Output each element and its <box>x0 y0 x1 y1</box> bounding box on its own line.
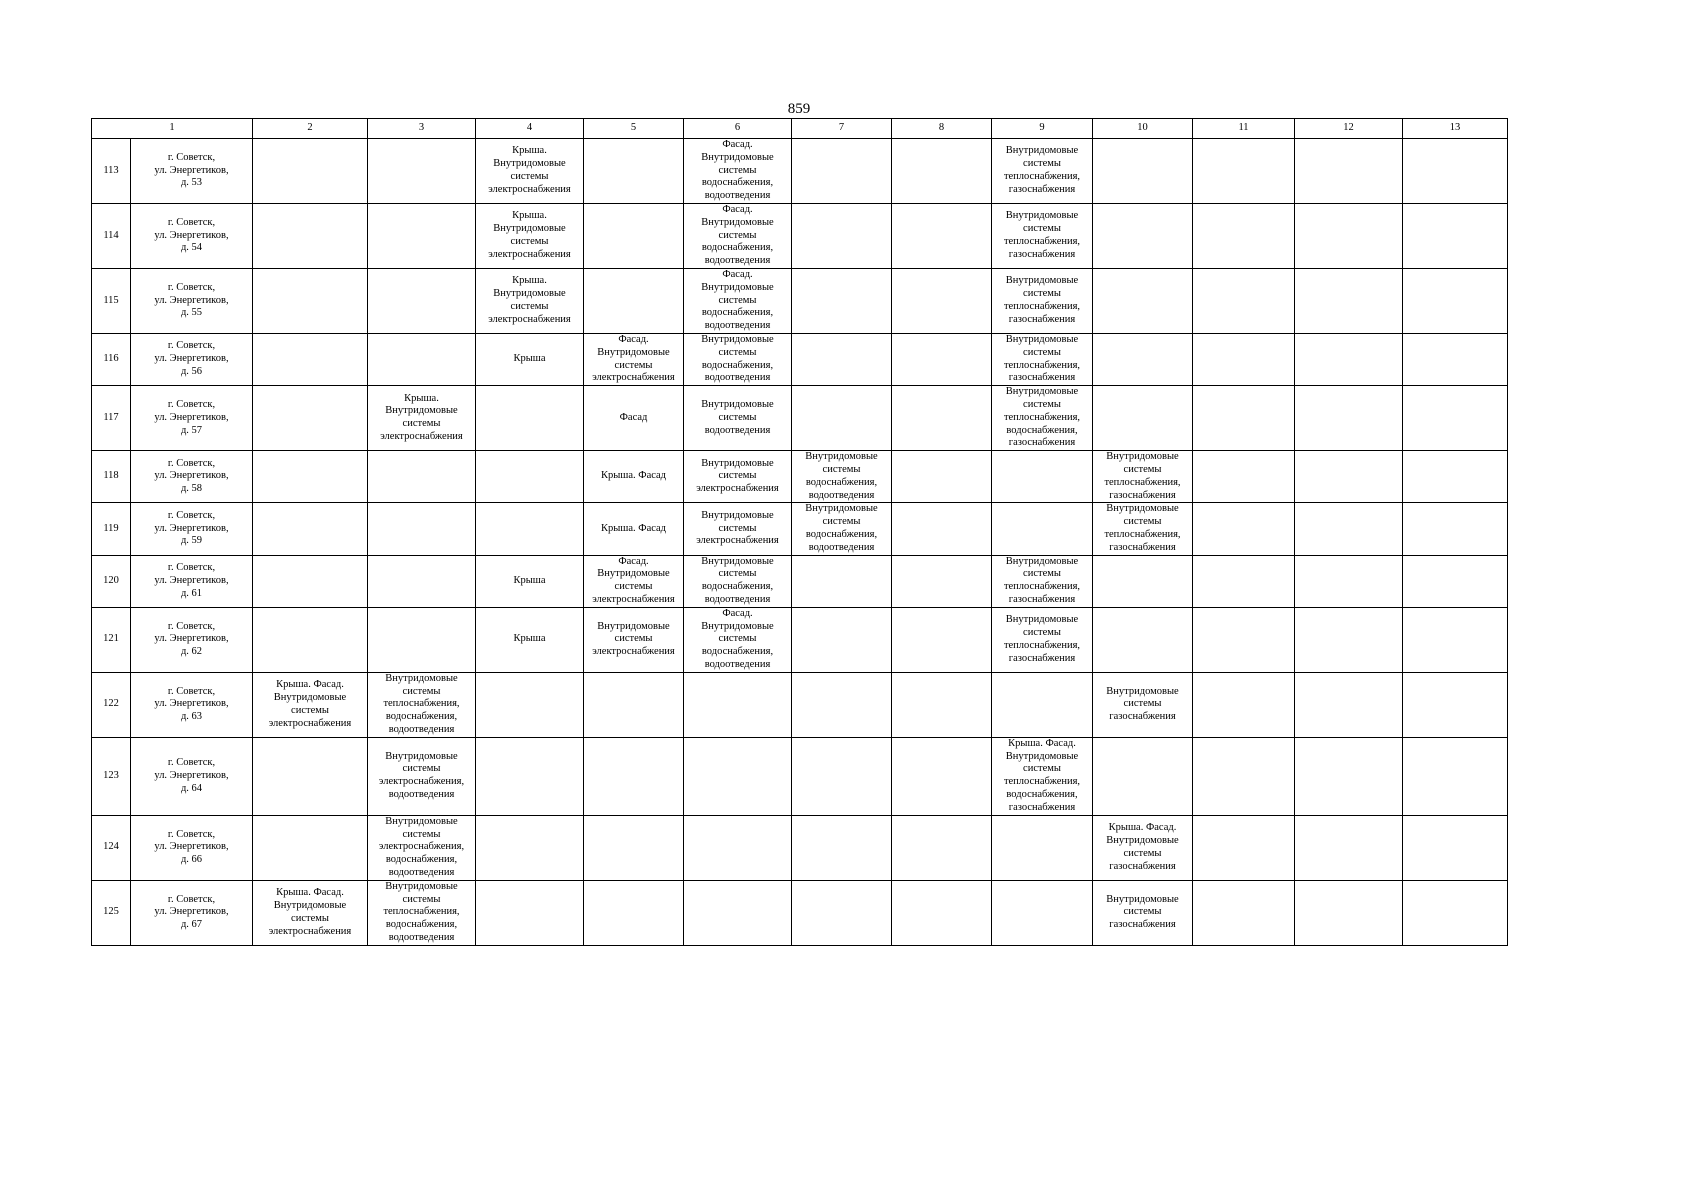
row-number-cell: 120 <box>92 555 131 607</box>
work-cell-col-4: Крыша. Внутридомовые системы электроснабжения <box>476 269 584 334</box>
table-body <box>92 119 1508 946</box>
work-cell-col-13 <box>1403 503 1508 555</box>
work-cell-col-2 <box>253 555 368 607</box>
work-cell-col-7: Внутридомовые системы водоснабжения, водоотведения <box>792 503 892 555</box>
work-cell-col-5 <box>584 269 684 334</box>
work-cell-col-3 <box>368 269 476 334</box>
work-cell-col-13 <box>1403 269 1508 334</box>
column-header-1: 1 <box>92 119 253 139</box>
work-cell-col-3: Внутридомовые системы теплоснабжения, водоснабжения, водоотведения <box>368 672 476 737</box>
address-cell: г. Советск, ул. Энергетиков, д. 66 <box>131 815 253 880</box>
work-cell-col-3 <box>368 334 476 386</box>
work-cell-col-7 <box>792 204 892 269</box>
table-row <box>92 672 1508 737</box>
address-cell: г. Советск, ул. Энергетиков, д. 64 <box>131 737 253 815</box>
address-cell: г. Советск, ул. Энергетиков, д. 63 <box>131 672 253 737</box>
work-cell-col-3 <box>368 555 476 607</box>
address-cell: г. Советск, ул. Энергетиков, д. 54 <box>131 204 253 269</box>
work-cell-col-3: Внутридомовые системы теплоснабжения, водоснабжения, водоотведения <box>368 880 476 945</box>
column-number-header-row <box>92 119 1508 139</box>
work-cell-col-9: Внутридомовые системы теплоснабжения, газоснабжения <box>992 334 1093 386</box>
work-cell-col-9: Внутридомовые системы теплоснабжения, газоснабжения <box>992 269 1093 334</box>
work-cell-col-12 <box>1295 451 1403 503</box>
work-cell-col-6 <box>684 672 792 737</box>
row-number-cell: 119 <box>92 503 131 555</box>
work-cell-col-6: Внутридомовые системы водоотведения <box>684 386 792 451</box>
table-row <box>92 139 1508 204</box>
work-cell-col-9 <box>992 503 1093 555</box>
work-cell-col-4: Крыша. Внутридомовые системы электроснабжения <box>476 139 584 204</box>
address-cell: г. Советск, ул. Энергетиков, д. 57 <box>131 386 253 451</box>
work-cell-col-10 <box>1093 386 1193 451</box>
row-number-cell: 118 <box>92 451 131 503</box>
work-cell-col-6: Фасад. Внутридомовые системы водоснабжения, водоотведения <box>684 204 792 269</box>
work-cell-col-2 <box>253 139 368 204</box>
work-cell-col-8 <box>892 503 992 555</box>
work-cell-col-8 <box>892 451 992 503</box>
work-cell-col-7 <box>792 737 892 815</box>
address-cell: г. Советск, ул. Энергетиков, д. 62 <box>131 607 253 672</box>
work-cell-col-2 <box>253 334 368 386</box>
work-cell-col-12 <box>1295 815 1403 880</box>
column-header-10: 10 <box>1093 119 1193 139</box>
work-cell-col-11 <box>1193 269 1295 334</box>
work-cell-col-4 <box>476 672 584 737</box>
work-cell-col-8 <box>892 737 992 815</box>
work-cell-col-8 <box>892 815 992 880</box>
work-cell-col-9: Крыша. Фасад. Внутридомовые системы теплоснабжения, водоснабжения, газоснабжения <box>992 737 1093 815</box>
work-cell-col-10: Внутридомовые системы газоснабжения <box>1093 880 1193 945</box>
column-header-12: 12 <box>1295 119 1403 139</box>
work-cell-col-6 <box>684 737 792 815</box>
work-cell-col-5 <box>584 139 684 204</box>
work-cell-col-13 <box>1403 139 1508 204</box>
work-cell-col-13 <box>1403 880 1508 945</box>
address-cell: г. Советск, ул. Энергетиков, д. 67 <box>131 880 253 945</box>
work-cell-col-6 <box>684 815 792 880</box>
work-cell-col-12 <box>1295 607 1403 672</box>
work-cell-col-9 <box>992 672 1093 737</box>
row-number-cell: 117 <box>92 386 131 451</box>
work-cell-col-9: Внутридомовые системы теплоснабжения, газоснабжения <box>992 204 1093 269</box>
work-cell-col-12 <box>1295 737 1403 815</box>
work-cell-col-8 <box>892 139 992 204</box>
work-cell-col-11 <box>1193 737 1295 815</box>
work-cell-col-7 <box>792 555 892 607</box>
work-cell-col-4 <box>476 737 584 815</box>
work-cell-col-12 <box>1295 334 1403 386</box>
work-cell-col-13 <box>1403 204 1508 269</box>
work-cell-col-13 <box>1403 672 1508 737</box>
work-cell-col-12 <box>1295 503 1403 555</box>
work-cell-col-8 <box>892 607 992 672</box>
work-cell-col-11 <box>1193 334 1295 386</box>
table-row <box>92 269 1508 334</box>
work-cell-col-8 <box>892 269 992 334</box>
work-cell-col-7 <box>792 815 892 880</box>
work-cell-col-12 <box>1295 204 1403 269</box>
work-cell-col-2 <box>253 451 368 503</box>
work-cell-col-7 <box>792 672 892 737</box>
work-cell-col-2: Крыша. Фасад. Внутридомовые системы электроснабжения <box>253 672 368 737</box>
work-cell-col-6: Фасад. Внутридомовые системы водоснабжения, водоотведения <box>684 607 792 672</box>
work-cell-col-7 <box>792 334 892 386</box>
work-cell-col-4: Крыша <box>476 607 584 672</box>
work-cell-col-9 <box>992 815 1093 880</box>
work-cell-col-2 <box>253 386 368 451</box>
work-cell-col-12 <box>1295 880 1403 945</box>
work-cell-col-9: Внутридомовые системы теплоснабжения, газоснабжения <box>992 607 1093 672</box>
work-cell-col-4 <box>476 386 584 451</box>
work-cell-col-6 <box>684 880 792 945</box>
work-cell-col-3 <box>368 503 476 555</box>
column-header-3: 3 <box>368 119 476 139</box>
work-cell-col-9 <box>992 880 1093 945</box>
table-row <box>92 334 1508 386</box>
row-number-cell: 124 <box>92 815 131 880</box>
work-cell-col-4 <box>476 880 584 945</box>
work-cell-col-5 <box>584 672 684 737</box>
work-cell-col-5: Крыша. Фасад <box>584 503 684 555</box>
work-cell-col-11 <box>1193 672 1295 737</box>
work-cell-col-10 <box>1093 139 1193 204</box>
work-cell-col-5 <box>584 880 684 945</box>
work-cell-col-3 <box>368 139 476 204</box>
work-cell-col-2 <box>253 607 368 672</box>
row-number-cell: 122 <box>92 672 131 737</box>
work-cell-col-7 <box>792 607 892 672</box>
work-cell-col-5 <box>584 204 684 269</box>
column-header-11: 11 <box>1193 119 1295 139</box>
column-header-5: 5 <box>584 119 684 139</box>
row-number-cell: 114 <box>92 204 131 269</box>
work-cell-col-3 <box>368 204 476 269</box>
work-cell-col-6: Внутридомовые системы электроснабжения <box>684 451 792 503</box>
work-cell-col-2 <box>253 815 368 880</box>
work-cell-col-6: Фасад. Внутридомовые системы водоснабжения, водоотведения <box>684 269 792 334</box>
row-number-cell: 121 <box>92 607 131 672</box>
work-cell-col-2 <box>253 503 368 555</box>
address-cell: г. Советск, ул. Энергетиков, д. 59 <box>131 503 253 555</box>
work-cell-col-5: Фасад. Внутридомовые системы электроснабжения <box>584 555 684 607</box>
table-row <box>92 555 1508 607</box>
repair-schedule-table <box>91 118 1508 946</box>
work-cell-col-10 <box>1093 334 1193 386</box>
work-cell-col-4 <box>476 503 584 555</box>
work-cell-col-2: Крыша. Фасад. Внутридомовые системы электроснабжения <box>253 880 368 945</box>
table-row <box>92 880 1508 945</box>
column-header-6: 6 <box>684 119 792 139</box>
work-cell-col-11 <box>1193 815 1295 880</box>
work-cell-col-5: Внутридомовые системы электроснабжения <box>584 607 684 672</box>
work-cell-col-11 <box>1193 139 1295 204</box>
work-cell-col-2 <box>253 737 368 815</box>
address-cell: г. Советск, ул. Энергетиков, д. 58 <box>131 451 253 503</box>
work-cell-col-9 <box>992 451 1093 503</box>
work-cell-col-8 <box>892 880 992 945</box>
work-cell-col-10 <box>1093 555 1193 607</box>
work-cell-col-8 <box>892 334 992 386</box>
work-cell-col-11 <box>1193 503 1295 555</box>
work-cell-col-5: Крыша. Фасад <box>584 451 684 503</box>
work-cell-col-2 <box>253 269 368 334</box>
work-cell-col-3: Внутридомовые системы электроснабжения, водоотведения <box>368 737 476 815</box>
work-cell-col-12 <box>1295 269 1403 334</box>
work-cell-col-11 <box>1193 880 1295 945</box>
work-cell-col-5: Фасад. Внутридомовые системы электроснабжения <box>584 334 684 386</box>
work-cell-col-10: Внутридомовые системы теплоснабжения, газоснабжения <box>1093 503 1193 555</box>
work-cell-col-11 <box>1193 386 1295 451</box>
work-cell-col-7 <box>792 880 892 945</box>
work-cell-col-11 <box>1193 451 1295 503</box>
work-cell-col-7: Внутридомовые системы водоснабжения, водоотведения <box>792 451 892 503</box>
column-header-13: 13 <box>1403 119 1508 139</box>
address-cell: г. Советск, ул. Энергетиков, д. 55 <box>131 269 253 334</box>
work-cell-col-6: Внутридомовые системы электроснабжения <box>684 503 792 555</box>
column-header-4: 4 <box>476 119 584 139</box>
work-cell-col-9: Внутридомовые системы теплоснабжения, водоснабжения, газоснабжения <box>992 386 1093 451</box>
work-cell-col-10 <box>1093 204 1193 269</box>
table-row <box>92 815 1508 880</box>
work-cell-col-7 <box>792 386 892 451</box>
work-cell-col-4: Крыша <box>476 555 584 607</box>
work-cell-col-3 <box>368 607 476 672</box>
work-cell-col-4: Крыша. Внутридомовые системы электроснабжения <box>476 204 584 269</box>
work-cell-col-13 <box>1403 555 1508 607</box>
table-row <box>92 607 1508 672</box>
work-cell-col-10: Внутридомовые системы газоснабжения <box>1093 672 1193 737</box>
work-cell-col-8 <box>892 672 992 737</box>
work-cell-col-12 <box>1295 386 1403 451</box>
work-cell-col-4 <box>476 815 584 880</box>
work-cell-col-3: Внутридомовые системы электроснабжения, водоснабжения, водоотведения <box>368 815 476 880</box>
work-cell-col-8 <box>892 386 992 451</box>
work-cell-col-4 <box>476 451 584 503</box>
work-cell-col-2 <box>253 204 368 269</box>
table-row <box>92 737 1508 815</box>
work-cell-col-13 <box>1403 815 1508 880</box>
table-row <box>92 204 1508 269</box>
work-cell-col-10: Крыша. Фасад. Внутридомовые системы газоснабжения <box>1093 815 1193 880</box>
work-cell-col-5: Фасад <box>584 386 684 451</box>
address-cell: г. Советск, ул. Энергетиков, д. 61 <box>131 555 253 607</box>
work-cell-col-10 <box>1093 269 1193 334</box>
table-row <box>92 451 1508 503</box>
address-cell: г. Советск, ул. Энергетиков, д. 56 <box>131 334 253 386</box>
column-header-7: 7 <box>792 119 892 139</box>
column-header-2: 2 <box>253 119 368 139</box>
work-cell-col-11 <box>1193 607 1295 672</box>
row-number-cell: 115 <box>92 269 131 334</box>
work-cell-col-12 <box>1295 139 1403 204</box>
page-number: 859 <box>787 101 811 117</box>
work-cell-col-12 <box>1295 555 1403 607</box>
work-cell-col-6: Внутридомовые системы водоснабжения, водоотведения <box>684 555 792 607</box>
work-cell-col-10: Внутридомовые системы теплоснабжения, газоснабжения <box>1093 451 1193 503</box>
column-header-9: 9 <box>992 119 1093 139</box>
row-number-cell: 113 <box>92 139 131 204</box>
work-cell-col-7 <box>792 269 892 334</box>
row-number-cell: 123 <box>92 737 131 815</box>
work-cell-col-12 <box>1295 672 1403 737</box>
work-cell-col-11 <box>1193 555 1295 607</box>
work-cell-col-13 <box>1403 607 1508 672</box>
row-number-cell: 116 <box>92 334 131 386</box>
work-cell-col-8 <box>892 555 992 607</box>
work-cell-col-7 <box>792 139 892 204</box>
row-number-cell: 125 <box>92 880 131 945</box>
work-cell-col-3: Крыша. Внутридомовые системы электроснабжения <box>368 386 476 451</box>
work-cell-col-10 <box>1093 607 1193 672</box>
work-cell-col-3 <box>368 451 476 503</box>
table-row <box>92 386 1508 451</box>
work-cell-col-9: Внутридомовые системы теплоснабжения, газоснабжения <box>992 555 1093 607</box>
work-cell-col-5 <box>584 815 684 880</box>
column-header-8: 8 <box>892 119 992 139</box>
work-cell-col-4: Крыша <box>476 334 584 386</box>
work-cell-col-13 <box>1403 737 1508 815</box>
table-row <box>92 503 1508 555</box>
address-cell: г. Советск, ул. Энергетиков, д. 53 <box>131 139 253 204</box>
work-cell-col-10 <box>1093 737 1193 815</box>
work-cell-col-5 <box>584 737 684 815</box>
work-cell-col-13 <box>1403 334 1508 386</box>
work-cell-col-6: Внутридомовые системы водоснабжения, водоотведения <box>684 334 792 386</box>
work-cell-col-9: Внутридомовые системы теплоснабжения, газоснабжения <box>992 139 1093 204</box>
work-cell-col-8 <box>892 204 992 269</box>
work-cell-col-11 <box>1193 204 1295 269</box>
work-cell-col-6: Фасад. Внутридомовые системы водоснабжения, водоотведения <box>684 139 792 204</box>
work-cell-col-13 <box>1403 451 1508 503</box>
work-cell-col-13 <box>1403 386 1508 451</box>
